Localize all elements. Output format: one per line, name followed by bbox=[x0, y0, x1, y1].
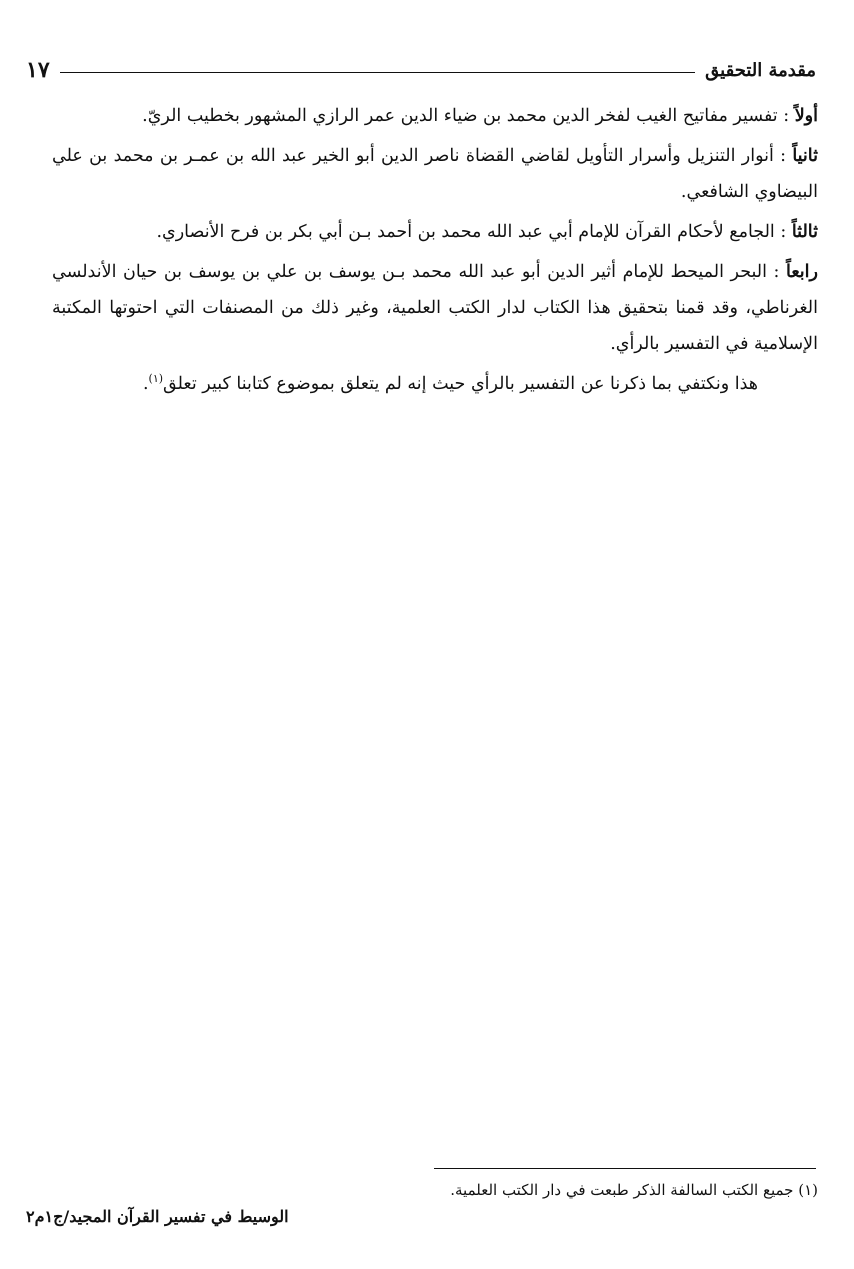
book-reference-footer: الوسيط في تفسير القرآن المجيد/ج١م٢ bbox=[26, 1207, 289, 1226]
paragraph-label: أولاً bbox=[794, 106, 818, 126]
footnote: (١) جميع الكتب السالفة الذكر طبعت في دار الكتب العلمية. bbox=[450, 1181, 818, 1199]
paragraph-text: : تفسير مفاتيح الغيب لفخر الدين محمد بن ضياء الدين عمر الرازي المشهور بخطيب الريّ. bbox=[142, 106, 790, 126]
header-rule bbox=[60, 72, 696, 73]
paragraph-first bbox=[52, 98, 818, 134]
footnote-rule bbox=[434, 1168, 816, 1169]
closing-end: . bbox=[142, 374, 149, 394]
body-text bbox=[52, 98, 818, 406]
paragraph-text: : البحر الميحط للإمام أثير الدين أبو عبد الله محمد بـن يوسف بن علي بن يوسف بن حيان الأندلسي الغرناطي، وقد قمنا بتحقيق هذا الكتاب لدار الكتب العلمية، وغير ذلك من المصنفات التي احتوتها المكتبة الإسلامية في التفسير بالرأي. bbox=[52, 262, 818, 354]
paragraph-text: : أنوار التنزيل وأسرار التأويل لقاضي القضاة ناصر الدين أبو الخير عبد الله بن عمـر بن محمد بن علي البيضاوي الشافعي. bbox=[52, 146, 818, 202]
section-title: مقدمة التحقيق bbox=[705, 59, 816, 81]
paragraph-fourth bbox=[52, 254, 818, 362]
paragraph-label: ثالثاً bbox=[791, 222, 818, 242]
paragraph-label: رابعاً bbox=[786, 262, 818, 282]
page-number: ١٧ bbox=[26, 57, 50, 83]
paragraph-label: ثانياً bbox=[792, 146, 818, 166]
paragraph-third bbox=[52, 214, 818, 250]
closing-paragraph bbox=[52, 366, 818, 402]
closing-text: هذا ونكتفي بما ذكرنا عن التفسير بالرأي حيث إنه لم يتعلق بموضوع كتابنا كبير تعلق bbox=[163, 374, 758, 394]
paragraph-text: : الجامع لأحكام القرآن للإمام أبي عبد الله محمد بن أحمد بـن أبي بكر بن فرح الأنصاري. bbox=[156, 222, 787, 242]
running-header bbox=[26, 52, 816, 88]
paragraph-second bbox=[52, 138, 818, 210]
footnote-reference[interactable]: (١) bbox=[148, 372, 164, 386]
